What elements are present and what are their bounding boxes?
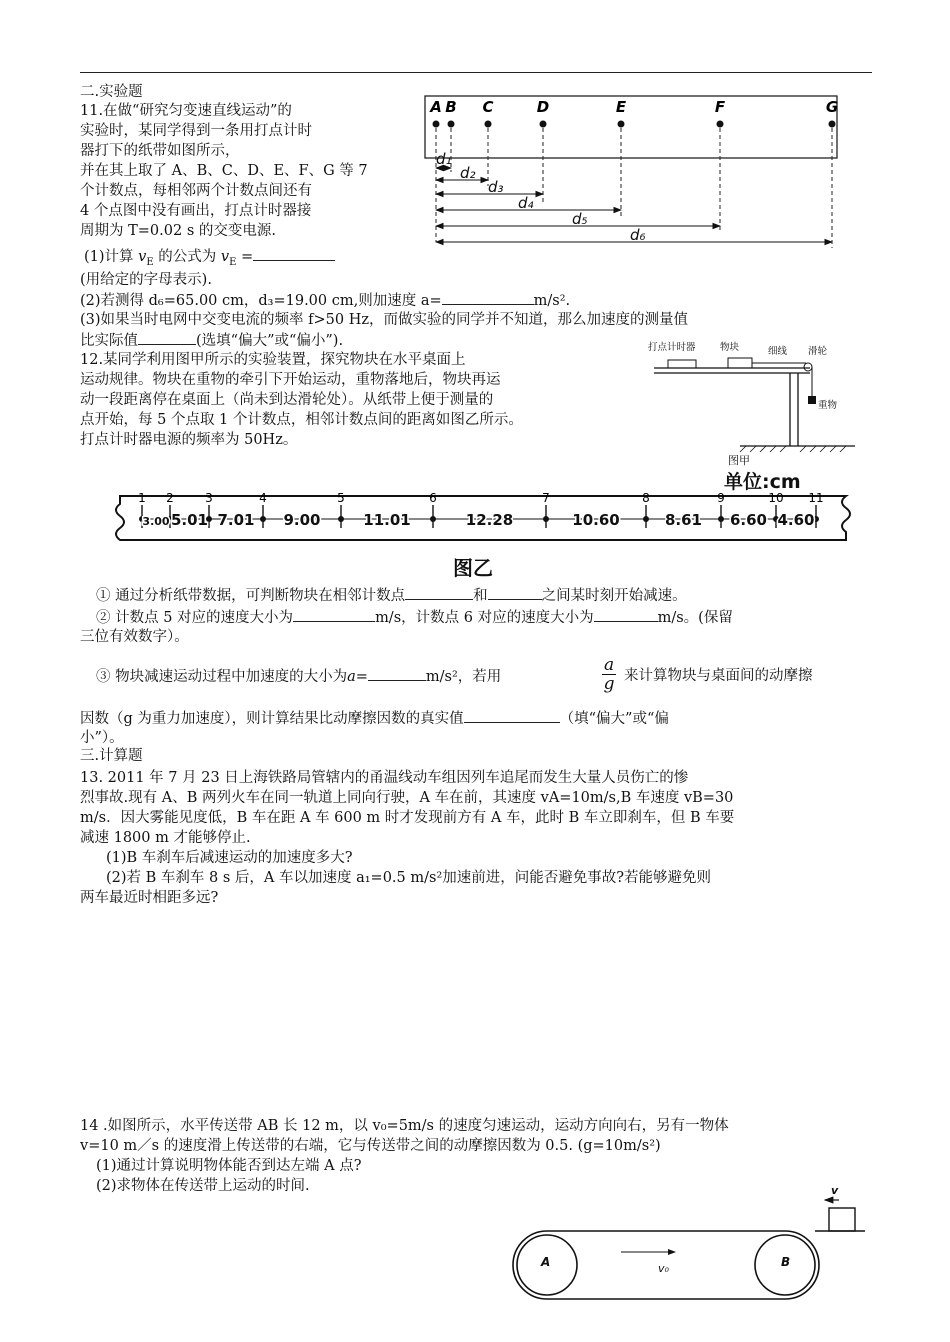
answer-blank[interactable] [488, 585, 542, 600]
unit-label: 单位:cm [724, 471, 801, 493]
answer-blank[interactable] [405, 585, 473, 600]
object-block [829, 1208, 855, 1231]
weight-label: 重物 [818, 400, 838, 411]
tape-point-number: 2 [166, 491, 174, 505]
tape-dot [829, 121, 836, 128]
tape-point-label: B [445, 98, 457, 116]
q13-line: 烈事故.现有 A、B 两列火车在同一轨道上同向行驶，A 车在前，其速度 vA=10m/s,B 车速度 vB=30 [80, 790, 734, 806]
q12-sub2: ② 计数点 5 对应的速度大小为 m/s，计数点 6 对应的速度大小为 m/s。(保留 [96, 607, 733, 628]
d-label: d₄ [518, 194, 534, 212]
answer-blank[interactable] [442, 290, 534, 305]
q12-intro-line: 点开始，每 5 个点取 1 个计数点，相邻计数点间的距离如图乙所示。 [80, 412, 523, 428]
b-label: B [781, 1255, 791, 1269]
q12-apparatus-figure [640, 338, 865, 468]
top-rule [80, 72, 872, 73]
tape-point-number: 4 [259, 491, 267, 505]
q11-intro-line: 4 个点图中没有画出，打点计时器接 [80, 203, 312, 219]
q12-sub3: ③ 物块减速运动过程中加速度的大小为a= m/s²，若用 [96, 666, 501, 687]
timer-label: 打点计时器 [648, 342, 696, 353]
tape-point-number: 1 [138, 491, 146, 505]
v0-label: v₀ [658, 1262, 669, 1275]
q14-line: 14 .如图所示，水平传送带 AB 长 12 m，以 v₀=5m/s 的速度匀速运动，运动方向向右，另有一物体 [80, 1118, 729, 1134]
block [728, 358, 752, 368]
q14-conveyor-figure [515, 1180, 875, 1310]
q12-sub3-line3: 小”）。 [80, 730, 124, 746]
q12-intro-line: 运动规律。物块在重物的牵引下开始运动，重物落地后，物块再运 [80, 372, 501, 388]
string-label: 细线 [768, 346, 788, 357]
q13-line: 13. 2011 年 7 月 23 日上海铁路局管辖内的甬温线动车组因列车追尾而发生大量人员伤亡的惨 [80, 770, 689, 786]
q11-part2: (2)若测得 d₆=65.00 cm，d₃=19.00 cm,则加速度 a= m/s². [80, 290, 570, 311]
q11-intro-line: 周期为 T=0.02 s 的交变电源. [80, 223, 276, 239]
q11-part3-line2: 比实际值 (选填“偏大”或“偏小”). [80, 330, 343, 351]
tape-point-number: 7 [542, 491, 550, 505]
q11-part1: (1)计算 $v_E$ 的公式为 $v_E$ = [84, 246, 335, 273]
q12-intro-line: 打点计时器电源的频率为 50Hz。 [80, 432, 298, 448]
tape-point-number: 8 [642, 491, 650, 505]
q11-tape-figure [422, 92, 842, 257]
tape-dot [485, 121, 492, 128]
q11-part3-line1: (3)如果当时电网中交变电流的频率 f>50 Hz，而做实验的同学并不知道，那么加速度的测量值 [80, 312, 689, 328]
tape-point-number: 9 [717, 491, 725, 505]
q14-part1: (1)通过计算说明物体能否到达左端 A 点? [96, 1158, 362, 1174]
d-label: d₆ [630, 226, 646, 244]
weight [808, 396, 816, 404]
distance-label: 7.01 [217, 511, 255, 529]
tape-point-label: C [482, 98, 494, 116]
tape-dot [433, 121, 440, 128]
answer-blank[interactable] [253, 246, 335, 261]
tape-point-number: 11 [808, 491, 824, 505]
d-label: d₁ [436, 150, 452, 168]
tape-point-number: 5 [337, 491, 345, 505]
q12-sub2-cont: 三位有效数字）。 [80, 629, 189, 645]
timer [668, 360, 696, 368]
tape-point-label: A [430, 98, 442, 116]
q12-sub3-tail: 来计算物块与桌面间的动摩擦 [624, 668, 813, 684]
tape-point-number: 3 [205, 491, 213, 505]
tape-dot [618, 121, 625, 128]
block-label: 物块 [720, 342, 740, 353]
section3-heading: 三.计算题 [80, 748, 143, 764]
tape-point-label: D [536, 98, 550, 116]
distance-label: 12.28 [465, 511, 514, 529]
q11-intro-line: 个计数点，每相邻两个计数点间还有 [80, 183, 312, 199]
fraction-a-over-g: $\frac{a}{g}$ [603, 655, 615, 694]
q12-tape-figure [98, 488, 858, 550]
a-label: A [541, 1255, 551, 1269]
tape-point-label: G [825, 98, 839, 116]
distance-label: 10.60 [572, 511, 620, 529]
distance-label: 4.60 [777, 511, 815, 529]
tape-point-number: 10 [768, 491, 784, 505]
distance-label: 8.61 [664, 511, 703, 529]
q11-intro-line: 实验时，某同学得到一条用打点计时 [80, 123, 312, 139]
section2-heading: 二.实验题 [80, 84, 143, 100]
distance-label: 9.00 [283, 511, 321, 529]
tape-dot [540, 121, 547, 128]
tape-point-label: E [615, 98, 627, 116]
d-label: d₂ [460, 164, 476, 182]
pulley-label: 滑轮 [808, 346, 828, 357]
fig-b-caption: 图乙 [453, 556, 493, 580]
q13-part2: (2)若 B 车刹车 8 s 后，A 车以加速度 a₁=0.5 m/s²加速前进，问能否避免事故?若能够避免则 [106, 870, 712, 886]
q14-line: v=10 m／s 的速度滑上传送带的右端，它与传送带之间的动摩擦因数为 0.5. (g=10m/s²) [80, 1138, 661, 1154]
q11-part1-note: (用给定的字母表示). [80, 272, 212, 288]
q11-intro-line: 并在其上取了 A、B、C、D、E、F、G 等 7 [80, 163, 368, 179]
tape-point-label: F [714, 98, 726, 116]
answer-blank[interactable] [138, 330, 196, 345]
v-label: v [831, 1184, 839, 1197]
distance-label: 5.01 [170, 511, 209, 529]
answer-blank[interactable] [368, 666, 426, 681]
answer-blank[interactable] [464, 708, 560, 723]
q14-part2: (2)求物体在传送带上运动的时间. [96, 1178, 310, 1194]
q13-part1: (1)B 车刹车后减速运动的加速度多大? [106, 850, 353, 866]
q11-intro-line: 11.在做“研究匀变速直线运动”的 [80, 103, 292, 119]
distance-label: 3.00 [142, 515, 170, 528]
q13-line: m/s．因大雾能见度低，B 车在距 A 车 600 m 时才发现前方有 A 车，此时 B 车立即刹车，但 B 车要 [80, 810, 735, 826]
q12-intro-line: 12.某同学利用图甲所示的实验装置，探究物块在水平桌面上 [80, 352, 466, 368]
d-label: d₅ [572, 210, 588, 228]
q11-intro-line: 器打下的纸带如图所示， [80, 143, 240, 159]
answer-blank[interactable] [594, 607, 658, 622]
d-label: d₃ [488, 178, 504, 196]
distance-label: 11.01 [363, 511, 411, 529]
tape-point-number: 6 [429, 491, 437, 505]
q12-intro-line: 动一段距离停在桌面上（尚未到达滑轮处）。从纸带上便于测量的 [80, 392, 494, 408]
answer-blank[interactable] [293, 607, 375, 622]
distance-label: 6.60 [729, 511, 768, 529]
tape-dot [448, 121, 455, 128]
tape-dot [717, 121, 724, 128]
q13-line: 减速 1800 m 才能够停止. [80, 830, 251, 846]
fig-a-caption: 图甲 [728, 454, 750, 467]
q13-part2-cont: 两车最近时相距多远? [80, 890, 219, 906]
q12-sub3-line2: 因数（g 为重力加速度），则计算结果比动摩擦因数的真实值 （填“偏大”或“偏 [80, 708, 669, 729]
pulley [804, 363, 812, 371]
q12-sub1: ① 通过分析纸带数据，可判断物块在相邻计数点 和 之间某时刻开始减速。 [96, 585, 687, 606]
